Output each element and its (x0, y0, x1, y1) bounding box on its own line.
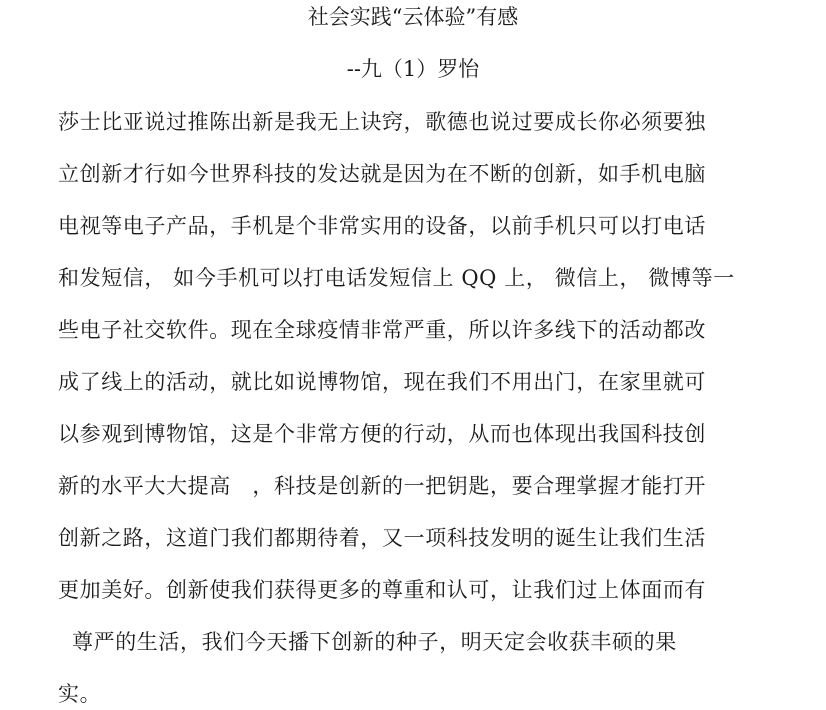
document-title: 社会实践“云体验”有感 (307, 5, 519, 29)
paragraph-line: 和发短信， 如今手机可以打电话发短信上 QQ 上， 微信上， 微博等一 (58, 266, 735, 290)
paragraph-line: 电视等电子产品，手机是个非常实用的设备，以前手机只可以打电话 (58, 214, 706, 238)
paragraph-line: 更加美好。创新使我们获得更多的尊重和认可，让我们过上体面而有 (58, 578, 706, 602)
author-line: --九（1）罗怡 (346, 57, 480, 81)
paragraph-line: 实。 (58, 682, 102, 706)
paragraph-line: 些电子社交软件。现在全球疫情非常严重，所以许多线下的活动都改 (58, 318, 706, 342)
paragraph-line: 以参观到博物馆，这是个非常方便的行动，从而也体现出我国科技创 (58, 422, 706, 446)
paragraph-line: 尊严的生活，我们今天播下创新的种子，明天定会收获丰硕的果 (72, 630, 677, 654)
paragraph-line: 新的水平大大提高 ，科技是创新的一把钥匙，要合理掌握才能打开 (58, 474, 706, 498)
paragraph-line: 莎士比亚说过推陈出新是我无上诀窍，歌德也说过要成长你必须要独 (58, 110, 706, 134)
paragraph-line: 创新之路，这道门我们都期待着，又一项科技发明的诞生让我们生活 (58, 526, 706, 550)
paragraph-line: 立创新才行如今世界科技的发达就是因为在不断的创新，如手机电脑 (58, 162, 706, 186)
paragraph-line: 成了线上的活动，就比如说博物馆，现在我们不用出门，在家里就可 (58, 370, 706, 394)
